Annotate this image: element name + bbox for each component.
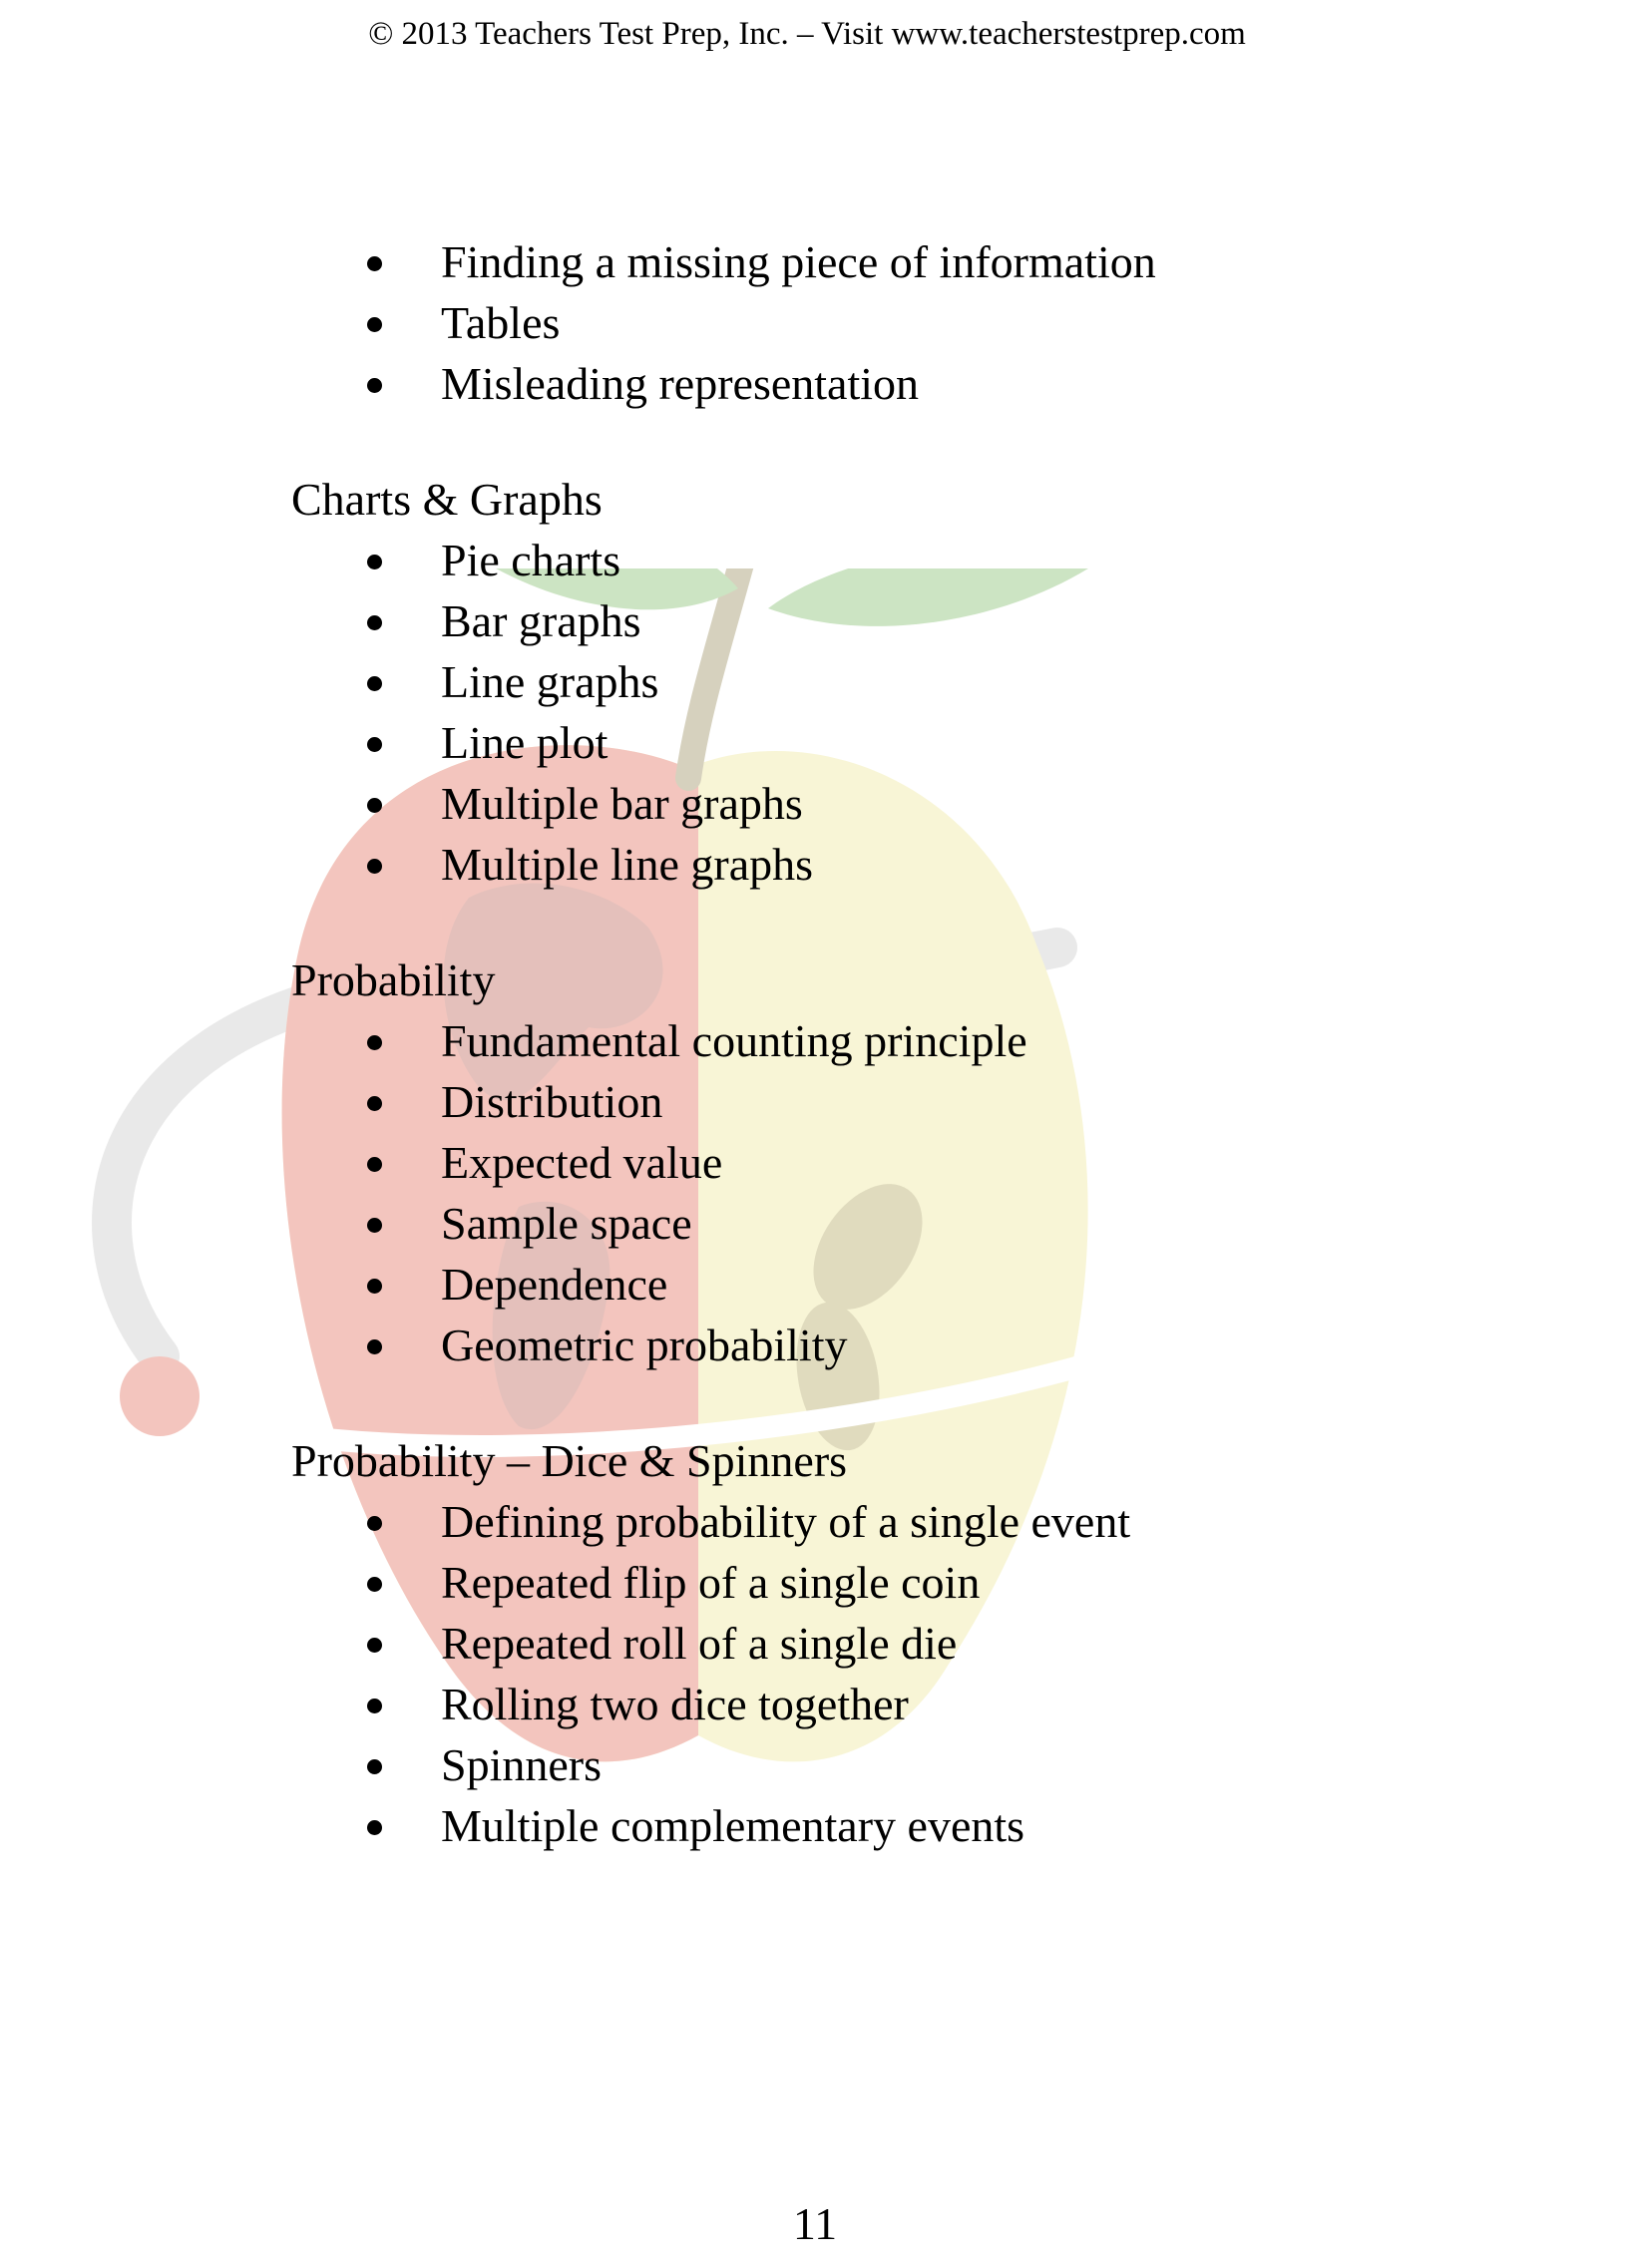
bullet-icon — [367, 1339, 382, 1354]
probability-list — [291, 1010, 1488, 1375]
bullet-icon — [367, 1759, 382, 1774]
section-title-dice-spinners: Probability – Dice & Spinners — [291, 1435, 848, 1486]
bullet-icon — [367, 798, 382, 813]
bullet-icon — [367, 676, 382, 691]
list-item: Sample space — [291, 1193, 1488, 1254]
list-item: Spinners — [291, 1734, 1488, 1795]
intro-list — [291, 231, 1488, 414]
list-item: Repeated roll of a single die — [291, 1613, 1488, 1674]
bullet-icon — [367, 1699, 382, 1713]
list-item: Pie charts — [291, 530, 1488, 590]
section-gap — [291, 414, 1488, 470]
bullet-icon — [367, 615, 382, 630]
list-item: Repeated flip of a single coin — [291, 1552, 1488, 1613]
list-item: Misleading representation — [291, 353, 1488, 414]
bullet-icon — [367, 737, 382, 752]
bullet-icon — [367, 256, 382, 271]
list-item: Multiple complementary events — [291, 1795, 1488, 1856]
copyright-text: © 2013 Teachers Test Prep, Inc. – Visit www.teacherstestprep.com — [368, 16, 1246, 52]
bullet-icon — [367, 1218, 382, 1233]
list-item: Multiple bar graphs — [291, 773, 1488, 834]
page-header — [0, 10, 1630, 58]
bullet-icon — [367, 555, 382, 569]
page-number: 11 — [792, 2198, 838, 2249]
list-item: Defining probability of a single event — [291, 1491, 1488, 1552]
bullet-icon — [367, 1096, 382, 1111]
bullet-icon — [367, 1638, 382, 1653]
document-body — [291, 231, 1488, 1856]
list-item: Tables — [291, 292, 1488, 353]
section-gap — [291, 895, 1488, 950]
bullet-icon — [367, 1035, 382, 1050]
list-item: Line graphs — [291, 651, 1488, 712]
list-item: Dependence — [291, 1254, 1488, 1315]
list-item: Line plot — [291, 712, 1488, 773]
list-item: Finding a missing piece of information — [291, 231, 1488, 292]
bullet-icon — [367, 1820, 382, 1835]
list-item: Distribution — [291, 1071, 1488, 1132]
bullet-icon — [367, 1157, 382, 1172]
bullet-icon — [367, 1516, 382, 1531]
dice-spinners-list — [291, 1491, 1488, 1856]
list-item: Fundamental counting principle — [291, 1010, 1488, 1071]
bullet-icon — [367, 378, 382, 393]
bullet-icon — [367, 1577, 382, 1592]
charts-graphs-list — [291, 530, 1488, 895]
section-title-probability: Probability — [291, 954, 496, 1005]
list-item: Geometric probability — [291, 1315, 1488, 1375]
list-item: Multiple line graphs — [291, 834, 1488, 895]
section-title-charts-graphs: Charts & Graphs — [291, 474, 603, 525]
bullet-icon — [367, 1279, 382, 1294]
bullet-icon — [367, 317, 382, 332]
list-item: Expected value — [291, 1132, 1488, 1193]
bullet-icon — [367, 859, 382, 874]
section-gap — [291, 1375, 1488, 1431]
list-item: Rolling two dice together — [291, 1674, 1488, 1734]
list-item: Bar graphs — [291, 590, 1488, 651]
